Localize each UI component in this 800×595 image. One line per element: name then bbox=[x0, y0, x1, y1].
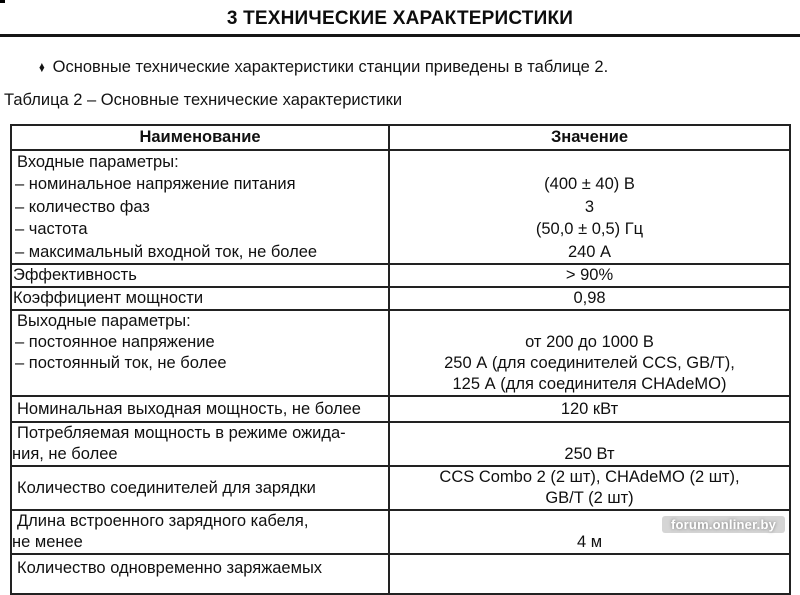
table-caption: Таблица 2 – Основные технические характеристики bbox=[4, 91, 403, 109]
spec-line: ния, не более bbox=[12, 445, 118, 464]
spec-line: Количество одновременно заряжаемых bbox=[17, 559, 323, 578]
title-divider bbox=[0, 34, 800, 37]
spec-line: Выходные параметры: bbox=[17, 312, 191, 331]
value-line: 125 А (для соединителя CHAdeMO) bbox=[452, 375, 727, 394]
value-line bbox=[390, 558, 789, 579]
spec-value-cell bbox=[389, 264, 790, 287]
spec-name-cell bbox=[11, 310, 389, 396]
value-line bbox=[390, 311, 789, 332]
value-line: 240 А bbox=[567, 242, 612, 261]
value-line: CCS Combo 2 (2 шт), CHAdeMO (2 шт), bbox=[439, 468, 740, 487]
spec-line: Потребляемая мощность в режиме ожида- bbox=[17, 424, 346, 443]
spec-value-cell bbox=[389, 396, 790, 422]
spec-name-cell bbox=[11, 150, 389, 264]
spec-line: – количество фаз bbox=[15, 197, 150, 216]
column-header-name: Наименование bbox=[11, 125, 389, 150]
value-line: от 200 до 1000 В bbox=[525, 333, 654, 352]
watermark: forum.onliner.by bbox=[662, 516, 785, 533]
spec-value-cell bbox=[389, 422, 790, 466]
spec-line: не менее bbox=[12, 533, 83, 552]
spec-value-cell bbox=[389, 466, 790, 510]
table-row bbox=[11, 264, 790, 287]
spec-line: Количество соединителей для зарядки bbox=[17, 478, 316, 497]
spec-value-cell bbox=[389, 310, 790, 396]
spec-line: – частота bbox=[15, 220, 88, 239]
value-line: (400 ± 40) В bbox=[544, 175, 635, 194]
spec-name-cell bbox=[11, 510, 389, 554]
spec-value-cell bbox=[389, 287, 790, 310]
spec-value-cell bbox=[389, 150, 790, 264]
spec-line: – постоянное напряжение bbox=[15, 333, 215, 352]
value-line: > 90% bbox=[565, 266, 614, 285]
value-line: GB/T (2 шт) bbox=[545, 489, 634, 508]
table-row bbox=[11, 396, 790, 422]
value-line: 4 м bbox=[576, 533, 603, 552]
table-row bbox=[11, 310, 790, 396]
value-line: (50,0 ± 0,5) Гц bbox=[535, 220, 644, 239]
spec-value-cell bbox=[389, 554, 790, 594]
spec-name-cell bbox=[11, 264, 389, 287]
spec-line: Номинальная выходная мощность, не более bbox=[17, 399, 361, 418]
spec-name-cell bbox=[11, 396, 389, 422]
scan-corner-artifact bbox=[0, 0, 5, 3]
column-header-value: Значение bbox=[389, 125, 790, 150]
spec-line: – постоянный ток, не более bbox=[15, 354, 227, 373]
table-header-row bbox=[11, 125, 790, 150]
value-line: 120 кВт bbox=[560, 399, 619, 418]
spec-name-cell bbox=[11, 422, 389, 466]
spec-line: Длина встроенного зарядного кабеля, bbox=[17, 512, 309, 531]
value-line: 3 bbox=[584, 197, 595, 216]
section-title: 3 ТЕХНИЧЕСКИЕ ХАРАКТЕРИСТИКИ bbox=[226, 8, 574, 29]
table-row bbox=[11, 422, 790, 466]
table-row bbox=[11, 466, 790, 510]
intro-text: Основные технические характеристики станции приведены в таблице 2. bbox=[52, 58, 609, 76]
spec-line: – номинальное напряжение питания bbox=[15, 175, 296, 194]
spec-name-cell bbox=[11, 554, 389, 594]
spec-line: Входные параметры: bbox=[17, 153, 179, 171]
table-row bbox=[11, 287, 790, 310]
spec-name-cell bbox=[11, 466, 389, 510]
table-row bbox=[11, 150, 790, 264]
value-line bbox=[390, 151, 789, 173]
value-line bbox=[390, 423, 789, 444]
value-line: 250 Вт bbox=[564, 445, 615, 464]
diamond-bullet-icon: ♦ bbox=[38, 59, 45, 76]
value-line: 250 А (для соединителей CCS, GB/T), bbox=[444, 354, 735, 373]
spec-line: Эффективность bbox=[13, 266, 137, 285]
table-row bbox=[11, 554, 790, 594]
spec-line bbox=[12, 374, 388, 395]
value-line: 0,98 bbox=[573, 289, 606, 308]
spec-line: – максимальный входной ток, не более bbox=[15, 242, 318, 261]
intro-paragraph bbox=[38, 58, 608, 77]
spec-line: Коэффициент мощности bbox=[13, 289, 204, 308]
spec-name-cell bbox=[11, 287, 389, 310]
